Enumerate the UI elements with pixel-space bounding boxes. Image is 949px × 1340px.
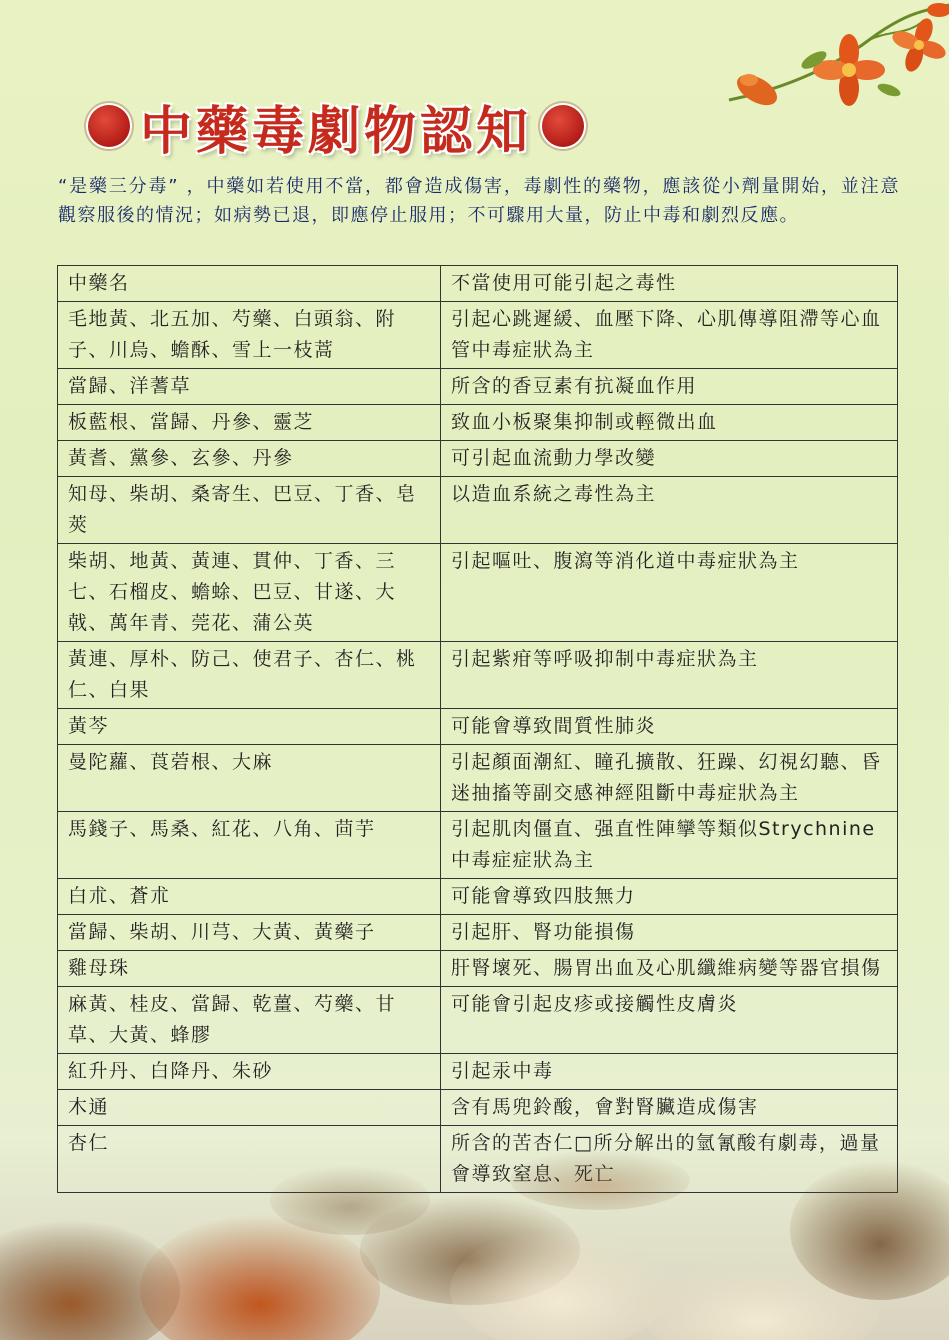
herb-name-cell: 板藍根、當歸、丹參、靈芝 [58,405,441,441]
table-row [58,544,898,642]
table-row [58,915,898,951]
title-left-dot [88,105,130,147]
table-row [58,477,898,544]
table-row [58,709,898,745]
title-right-dot [542,105,584,147]
herb-name-cell: 黃耆、黨參、玄參、丹參 [58,441,441,477]
herb-name-cell: 曼陀蘿、莨菪根、大麻 [58,745,441,812]
toxicity-cell: 引起汞中毒 [441,1054,898,1090]
toxicity-cell: 所含的苦杏仁□所分解出的氫氰酸有劇毒，過量會導致窒息、死亡 [441,1126,898,1193]
table-row [58,745,898,812]
header-toxicity: 不當使用可能引起之毒性 [441,266,898,302]
table-row [58,642,898,709]
table-row [58,302,898,369]
herb-name-cell: 黃連、厚朴、防己、使君子、杏仁、桃仁、白果 [58,642,441,709]
toxicity-cell: 引起嘔吐、腹瀉等消化道中毒症狀為主 [441,544,898,642]
toxicity-cell: 以造血系統之毒性為主 [441,477,898,544]
herb-name-cell: 白朮、蒼朮 [58,879,441,915]
toxicity-cell: 可能會引起皮疹或接觸性皮膚炎 [441,987,898,1054]
toxicity-cell: 可能會導致間質性肺炎 [441,709,898,745]
intro-paragraph: “是藥三分毒” ，中藥如若使用不當，都會造成傷害，毒劇性的藥物，應該從小劑量開始，並注意觀察服後的情況；如病勢已退，即應停止服用；不可驟用大量，防止中毒和劇烈反應。 [58,176,900,226]
toxicity-cell: 含有馬兜鈴酸，會對腎臟造成傷害 [441,1090,898,1126]
toxicity-cell: 所含的香豆素有抗凝血作用 [441,369,898,405]
toxicity-table [57,265,898,1193]
herb-name-cell: 雞母珠 [58,951,441,987]
herb-name-cell: 柴胡、地黃、黃連、貫仲、丁香、三七、石榴皮、蟾蜍、巴豆、甘遂、大戟、萬年青、莞花、蒲公英 [58,544,441,642]
header-herb-name: 中藥名 [58,266,441,302]
table-row [58,987,898,1054]
table-row [58,369,898,405]
toxicity-cell: 肝腎壞死、腸胃出血及心肌纖維病變等器官損傷 [441,951,898,987]
table-row [58,1054,898,1090]
table-row [58,441,898,477]
table-row [58,1090,898,1126]
toxicity-cell: 引起紫疳等呼吸抑制中毒症狀為主 [441,642,898,709]
toxicity-table-body [58,266,898,1193]
toxicity-cell: 可能會導致四肢無力 [441,879,898,915]
herb-name-cell: 麻黃、桂皮、當歸、乾薑、芍藥、甘草、大黃、蜂膠 [58,987,441,1054]
table-row [58,405,898,441]
herb-name-cell: 黃芩 [58,709,441,745]
title-bar [88,86,584,166]
toxicity-cell: 引起顏面潮紅、瞳孔擴散、狂躁、幻視幻聽、昏迷抽搐等副交感神經阻斷中毒症狀為主 [441,745,898,812]
herbs-illustration [0,1140,949,1340]
herb-name-cell: 毛地黃、北五加、芍藥、白頭翁、附子、川烏、蟾酥、雪上一枝蒿 [58,302,441,369]
herb-name-cell: 馬錢子、馬桑、紅花、八角、茴芋 [58,812,441,879]
herb-name-cell: 知母、柴胡、桑寄生、巴豆、丁香、皂莢 [58,477,441,544]
herb-name-cell: 當歸、洋蓍草 [58,369,441,405]
herb-name-cell: 當歸、柴胡、川芎、大黃、黃藥子 [58,915,441,951]
toxicity-cell: 致血小板聚集抑制或輕微出血 [441,405,898,441]
toxicity-cell: 引起心跳遲緩、血壓下降、心肌傳導阻滯等心血管中毒症狀為主 [441,302,898,369]
toxicity-cell: 引起肝、腎功能損傷 [441,915,898,951]
table-header-row [58,266,898,302]
herb-name-cell: 杏仁 [58,1126,441,1193]
table-row [58,951,898,987]
table-row [58,879,898,915]
toxicity-cell: 可引起血流動力學改變 [441,441,898,477]
table-row [58,812,898,879]
flower-decoration [719,0,949,140]
herb-name-cell: 紅升丹、白降丹、朱砂 [58,1054,441,1090]
herb-name-cell: 木通 [58,1090,441,1126]
toxicity-cell: 引起肌肉僵直、强直性陣攣等類似Strychnine中毒症症狀為主 [441,812,898,879]
page-title: 中藥毒劇物認知 [140,100,533,162]
